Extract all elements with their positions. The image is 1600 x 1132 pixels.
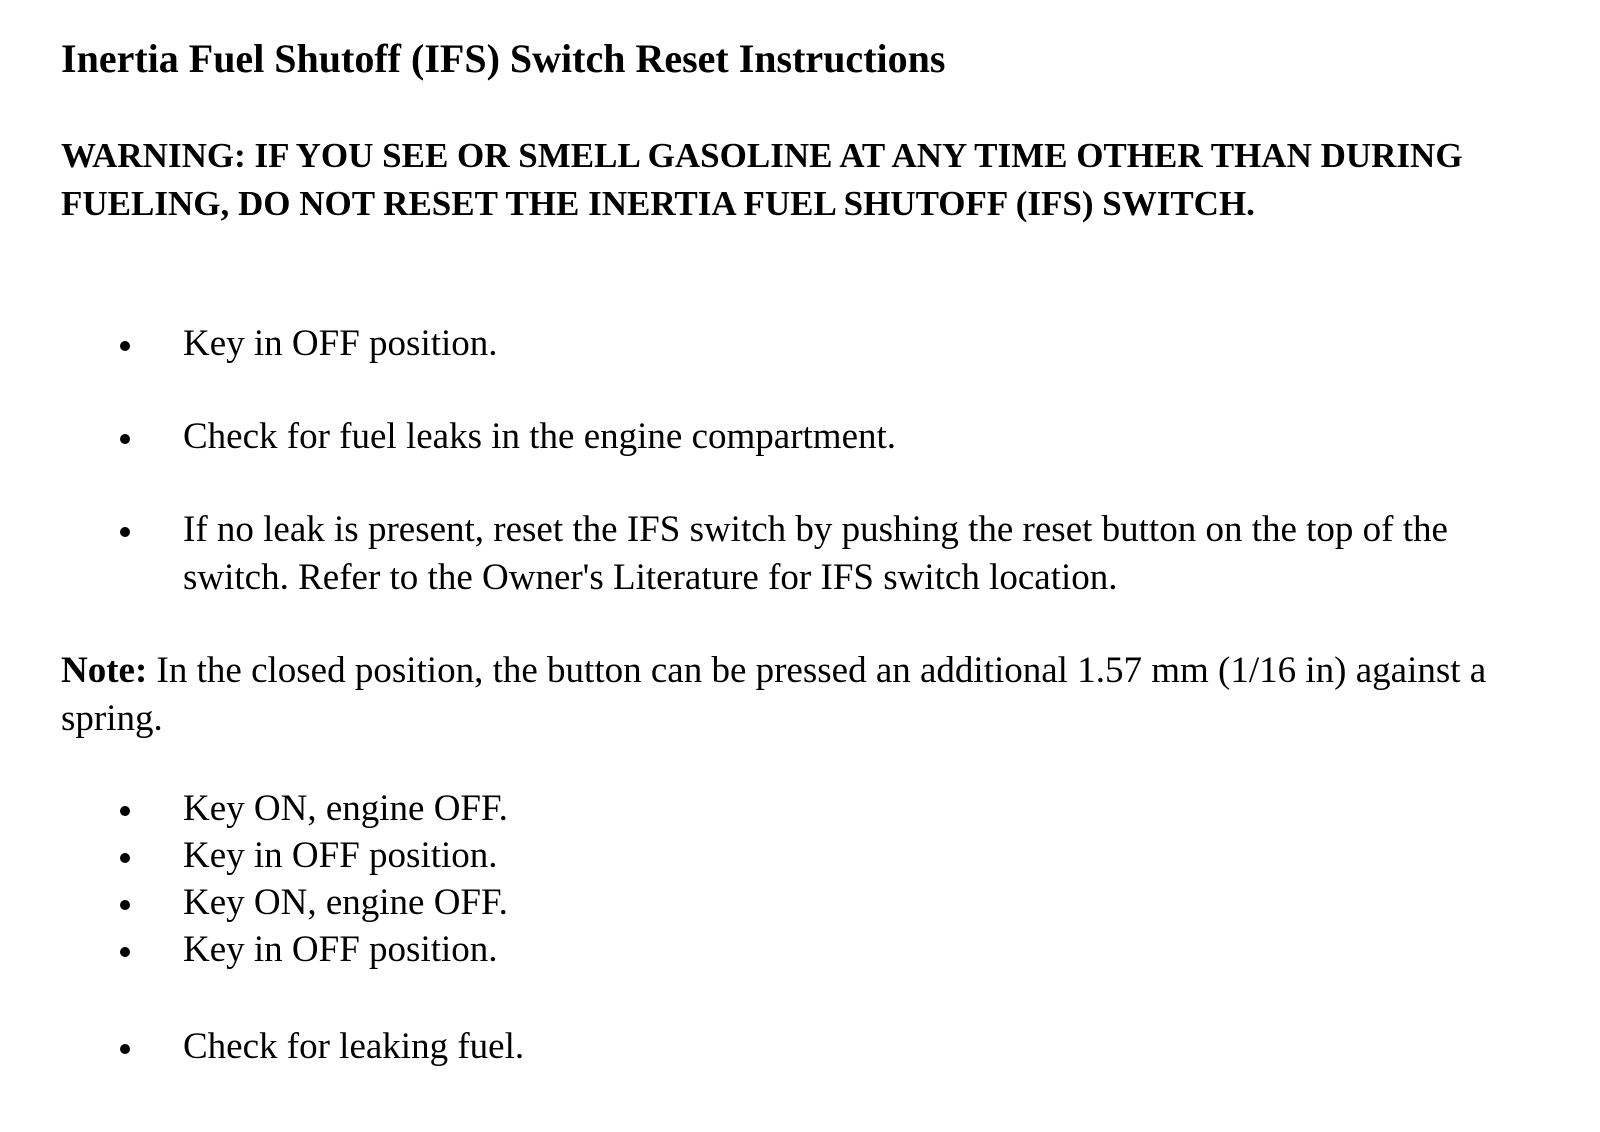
note-label: Note: [61,650,148,691]
key-cycle-list [0,785,1563,973]
list-item [0,785,1563,832]
document-title: Inertia Fuel Shutoff (IFS) Switch Reset Instructions [61,36,946,81]
bullet-icon [120,434,130,444]
final-check-list [0,1023,1563,1071]
bullet-icon [120,900,130,910]
list-item-text: Key in OFF position. [183,323,498,364]
reset-steps-list [0,320,1563,647]
list-item-text: Key in OFF position. [183,929,498,970]
list-item [0,320,1563,368]
list-item-text: Key ON, engine OFF. [183,788,508,829]
list-item [0,413,1563,461]
list-item [0,506,1563,602]
list-item-text: Key in OFF position. [183,835,498,876]
bullet-icon [120,527,130,537]
list-item [0,879,1563,926]
list-item-text: Key ON, engine OFF. [183,882,508,923]
list-item [0,926,1563,973]
bullet-icon [120,341,130,351]
bullet-icon [120,947,130,957]
list-item-text: If no leak is present, reset the IFS switch by pushing the reset button on the top of the switch. Refer to the Owner's Literature for IFS switch location. [183,509,1448,598]
list-item [0,832,1563,879]
bullet-icon [120,853,130,863]
note-text: In the closed position, the button can be pressed an additional 1.57 mm (1/16 in) against a spring. [61,650,1487,739]
bullet-icon [120,1044,130,1054]
list-item-text: Check for leaking fuel. [183,1026,525,1067]
note-paragraph [61,647,1521,743]
warning-text: WARNING: IF YOU SEE OR SMELL GASOLINE AT ANY TIME OTHER THAN DURING FUELING, DO NOT RESET THE INERTIA FUEL SHUTOFF (IFS) SWITCH. [61,136,1463,223]
list-item-text: Check for fuel leaks in the engine compartment. [183,416,897,457]
bullet-icon [120,806,130,816]
list-item [0,1023,1563,1071]
